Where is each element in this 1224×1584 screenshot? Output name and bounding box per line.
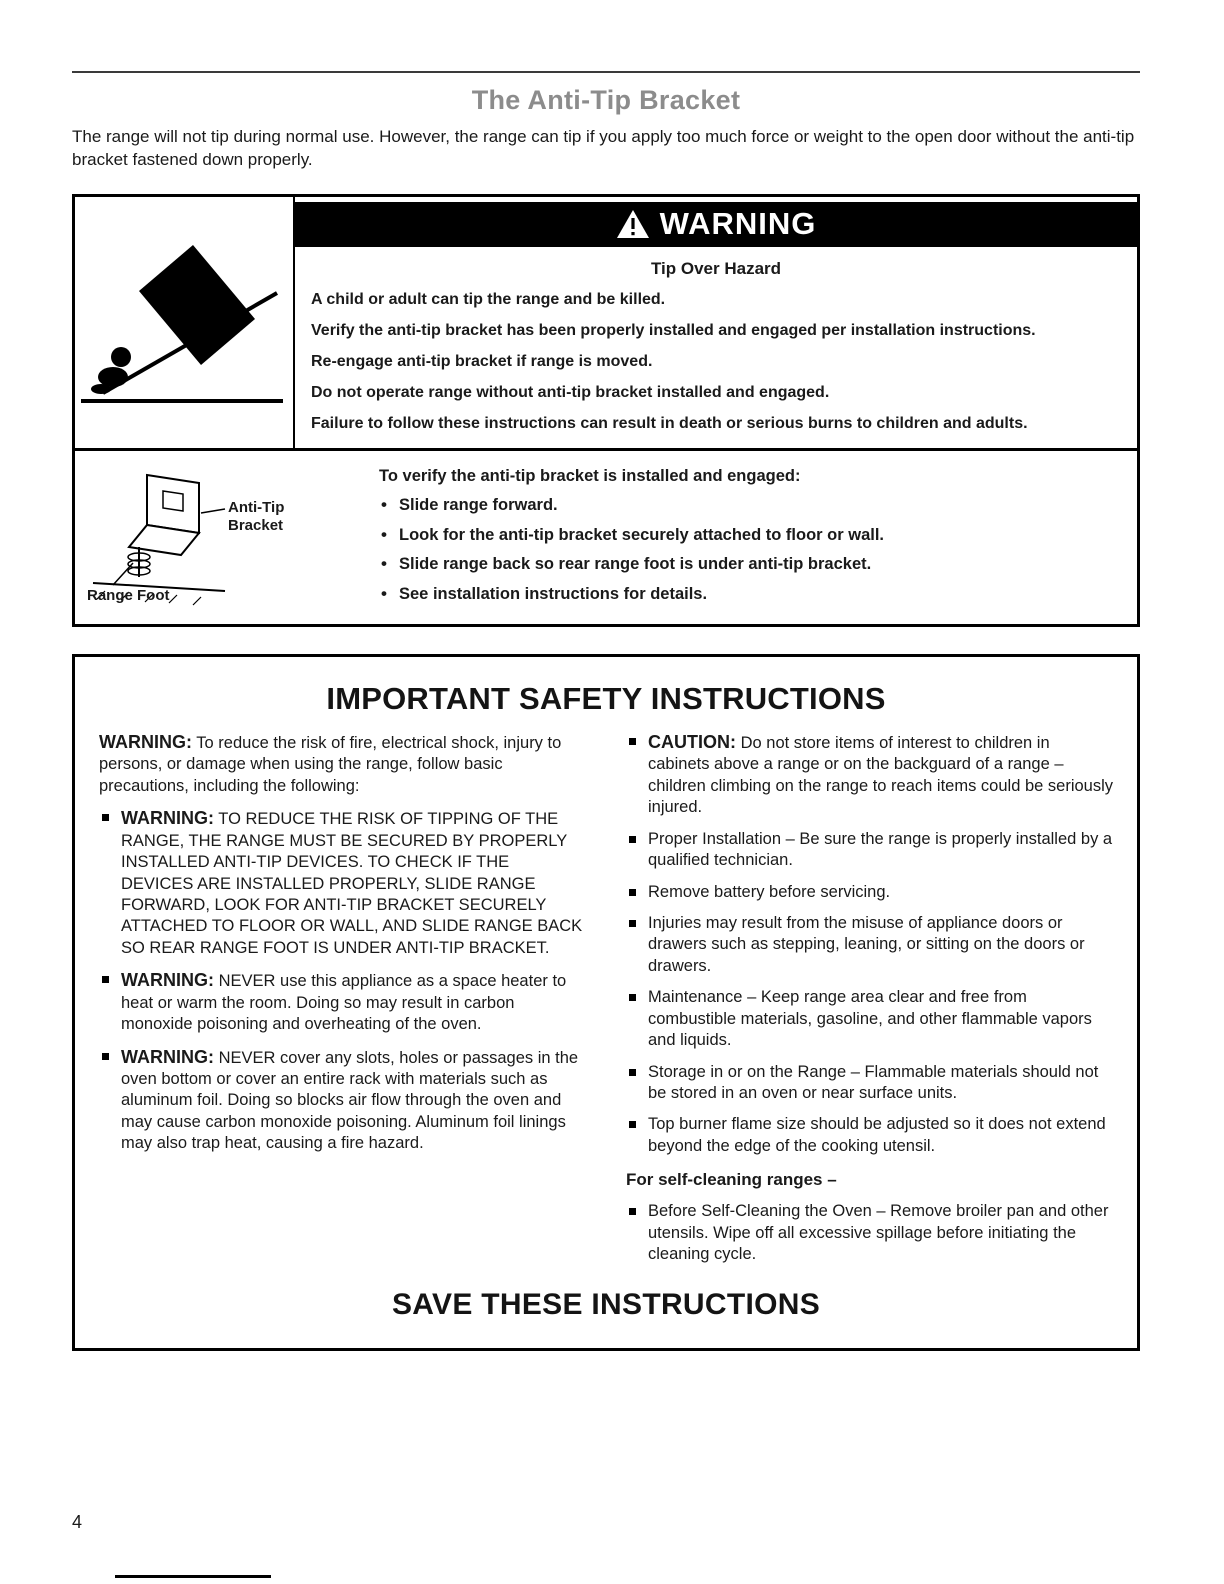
tip-over-hazard-image bbox=[75, 197, 295, 448]
bullet-square-icon bbox=[102, 1053, 109, 1060]
verify-heading: To verify the anti-tip bracket is installed and engaged: bbox=[379, 466, 801, 485]
top-divider bbox=[72, 71, 1140, 73]
bullet-dot-icon: • bbox=[381, 494, 387, 514]
bullet-square-icon bbox=[629, 994, 636, 1001]
caution-lead: CAUTION: bbox=[648, 731, 736, 752]
safety-left-column bbox=[99, 731, 586, 1266]
intro-paragraph: The range will not tip during normal use. However, the range can tip if you apply too much force or weight to the open door without the anti-tip bracket fastened down properly. bbox=[72, 127, 1135, 169]
verify-bullet: • Look for the anti-tip bracket securely attached to floor or wall. bbox=[381, 524, 885, 544]
page-number: 4 bbox=[72, 1512, 83, 1532]
warning-banner-label: WARNING bbox=[659, 206, 817, 242]
warning-lead: WARNING: bbox=[121, 970, 214, 991]
verify-instructions bbox=[375, 451, 1137, 624]
safety-intro: WARNING: To reduce the risk of fire, electrical shock, injury to persons, or damage when using the range, follow basic precautions, including the following: bbox=[99, 731, 562, 795]
safety-item: Remove battery before servicing. bbox=[626, 882, 1113, 903]
page-title: The Anti-Tip Bracket bbox=[471, 85, 741, 115]
warning-triangle-icon bbox=[616, 209, 650, 239]
safety-item: Maintenance – Keep range area clear and free from combustible materials, gasoline, and other flammable vapors and liquids. bbox=[626, 987, 1113, 1051]
safety-item: WARNING: NEVER cover any slots, holes or passages in the oven bottom or cover an entire rack with materials such as aluminum foil. Doing so blocks air flow through the oven and may cause carbon monoxide poisoning. Aluminum foil linings may also trap heat, causing a fire hazard. bbox=[99, 1046, 586, 1155]
warning-lead: WARNING: bbox=[121, 808, 214, 829]
hazard-subtitle: Tip Over Hazard bbox=[650, 258, 782, 278]
safety-right-column bbox=[626, 731, 1113, 1266]
safety-item: CAUTION: Do not store items of interest to children in cabinets above a range or on the backguard of a range – children climbing on the range to reach items could be seriously injured. bbox=[626, 731, 1113, 819]
verify-bullet: • See installation instructions for details. bbox=[381, 583, 708, 603]
bullet-square-icon bbox=[629, 889, 636, 896]
bullet-square-icon bbox=[629, 738, 636, 745]
verify-section bbox=[75, 451, 1137, 624]
bullet-dot-icon: • bbox=[381, 583, 387, 603]
hazard-statement: Do not operate range without anti-tip bracket installed and engaged. bbox=[311, 383, 830, 401]
hazard-statement: Verify the anti-tip bracket has been properly installed and engaged per installation instructions. bbox=[311, 321, 1036, 339]
range-foot-callout-label: Range Foot bbox=[87, 586, 170, 604]
bracket-callout-label: Anti-Tip Bracket bbox=[228, 498, 285, 534]
hazard-statements bbox=[295, 290, 1137, 434]
safety-item: WARNING: NEVER use this appliance as a space heater to heat or warm the room. Doing so may result in carbon monoxide poisoning and overheating of the oven. bbox=[99, 969, 586, 1035]
safety-item: Top burner flame size should be adjusted so it does not extend beyond the edge of the cooking utensil. bbox=[626, 1114, 1113, 1157]
bullet-square-icon bbox=[629, 1069, 636, 1076]
safety-item: Before Self-Cleaning the Oven – Remove broiler pan and other utensils. Wipe off all excessive spillage before initiating the cleaning cycle. bbox=[626, 1201, 1113, 1265]
footer-mark-line bbox=[115, 1575, 271, 1578]
bullet-square-icon bbox=[102, 814, 109, 821]
bullet-square-icon bbox=[629, 1121, 636, 1128]
safety-item: WARNING: TO REDUCE THE RISK OF TIPPING OF THE RANGE, THE RANGE MUST BE SECURED BY PROPERLY INSTALLED ANTI-TIP DEVICES. TO CHECK IF THE DEVICES ARE INSTALLED PROPERLY, SLIDE RANGE FORWARD, LOOK FOR ANTI-TIP BRACKET SECURELY ATTACHED TO FLOOR OR WALL, AND SLIDE RANGE BACK SO REAR RANGE FOOT IS UNDER ANTI-TIP BRACKET. bbox=[99, 807, 586, 959]
important-safety-instructions-box bbox=[72, 654, 1140, 1351]
anti-tip-warning-box bbox=[72, 194, 1140, 627]
bullet-square-icon bbox=[629, 836, 636, 843]
bullet-dot-icon: • bbox=[381, 524, 387, 544]
bullet-square-icon bbox=[102, 976, 109, 983]
safety-item: Proper Installation – Be sure the range is properly installed by a qualified technician. bbox=[626, 829, 1113, 872]
bullet-square-icon bbox=[629, 1208, 636, 1215]
hazard-statement: Failure to follow these instructions can result in death or serious burns to children and adults. bbox=[311, 414, 1028, 432]
save-instructions-title: SAVE THESE INSTRUCTIONS bbox=[391, 1287, 821, 1321]
self-cleaning-heading: For self-cleaning ranges – bbox=[626, 1170, 837, 1190]
hazard-text-area bbox=[295, 197, 1137, 448]
warning-lead: WARNING: bbox=[99, 731, 192, 752]
hazard-statement: A child or adult can tip the range and be killed. bbox=[311, 290, 666, 308]
safety-item: Storage in or on the Range – Flammable materials should not be stored in an oven or near surface units. bbox=[626, 1062, 1113, 1105]
hazard-top-section bbox=[75, 197, 1137, 451]
warning-banner bbox=[295, 202, 1137, 247]
verify-bullet: • Slide range forward. bbox=[381, 494, 558, 514]
bullet-dot-icon: • bbox=[381, 554, 387, 574]
verify-bullet: • Slide range back so rear range foot is under anti-tip bracket. bbox=[381, 554, 872, 574]
tipping-range-illustration bbox=[75, 197, 289, 435]
anti-tip-bracket-image bbox=[75, 451, 375, 624]
warning-lead: WARNING: bbox=[121, 1046, 214, 1067]
verify-bullet-list bbox=[379, 495, 1121, 605]
safety-item: Injuries may result from the misuse of appliance doors or drawers such as stepping, leaning, or sitting on the doors or drawers. bbox=[626, 913, 1113, 977]
safety-columns bbox=[99, 731, 1113, 1266]
hazard-statement: Re-engage anti-tip bracket if range is moved. bbox=[311, 352, 653, 370]
bullet-square-icon bbox=[629, 920, 636, 927]
safety-title: IMPORTANT SAFETY INSTRUCTIONS bbox=[326, 680, 886, 716]
